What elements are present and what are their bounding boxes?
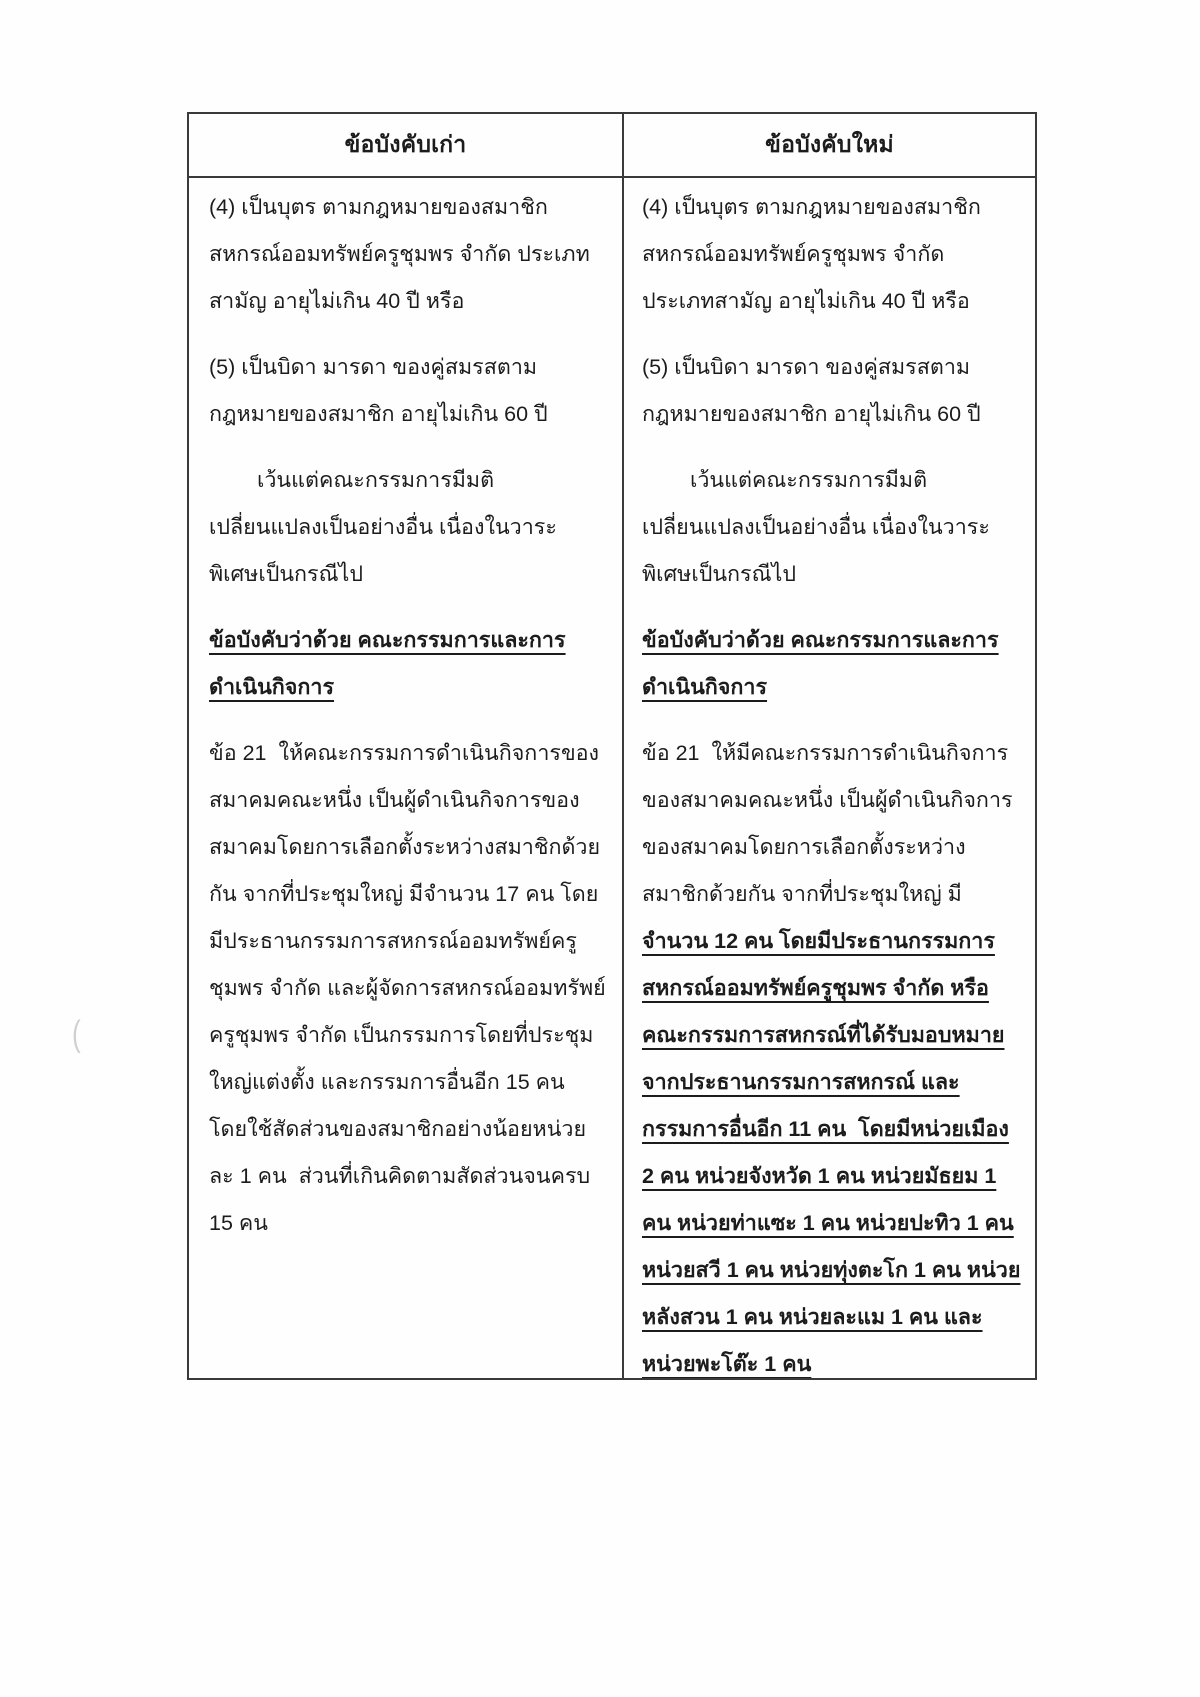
- table-header-row: [189, 114, 1035, 178]
- header-new-regulations: ข้อบังคับใหม่: [622, 114, 1035, 176]
- table-body-row: [189, 178, 1035, 1378]
- new-clause-4: (4) เป็นบุตร ตามกฎหมายของสมาชิก​สหกรณ์​ออมทรัพย์​ครูชุมพร จำกัด ประเภท​สามัญ อายุไม่เกิน 40 ปี หรือ: [642, 195, 981, 313]
- old-article-21: ข้อ 21 ให้คณะกรรมการ​ดำเนินกิจการ​ของ​สมาคม​คณะหนึ่ง เป็นผู้​ดำเนินกิจการ​ของ​สมาคม​โดยการ​เลือกตั้ง​ระหว่าง​สมาชิก​ด้วยกัน จากที่​ประชุมใหญ่ มีจำนวน 17 คน โดยมี​ประธานกรรมการ​สหกรณ์​ออมทรัพย์​ครูชุมพร จำกัด และ​ผู้จัดการ​สหกรณ์​ออมทรัพย์​ครูชุมพร จำกัด เป็นกรรมการ​โดยที่​ประชุมใหญ่​แต่งตั้ง และ​กรรมการ​อื่นอีก 15 คน โดยใช้​สัดส่วน​ของ​สมาชิก​อย่างน้อย​หน่วยละ 1 คน ส่วนที่เกิน​คิด​ตาม​สัดส่วน​จนครบ 15 คน: [209, 741, 606, 1235]
- old-clause-4: (4) เป็นบุตร ตามกฎหมายของสมาชิก​สหกรณ์​ออมทรัพย์​ครูชุมพร จำกัด ประเภท​สามัญ อายุไม่เกิน 40 ปี หรือ: [209, 195, 590, 313]
- new-clause-5: (5) เป็นบิดา มารดา ของคู่สมรส​ตามกฎหมาย​ของสมาชิก อายุไม่เกิน 60 ปี: [642, 355, 981, 426]
- new-exception-note: เว้นแต่​คณะกรรมการ​มีมติ​เปลี่ยนแปลง​เป็นอย่างอื่น เนื่องใน​วาระพิเศษ​เป็น​กรณีไป: [642, 468, 990, 586]
- old-regulations-cell: [189, 178, 622, 1378]
- old-section-heading: ข้อบังคับว่าด้วย คณะกรรมการ​และการ​ดำเนินกิจการ: [209, 628, 566, 699]
- new-article-21-amended-text: จำนวน 12 คน โดยมี​ประธานกรรมการ​สหกรณ์​ออมทรัพย์​ครูชุมพร จำกัด หรือ​คณะกรรมการ​สหกรณ์​ที่ได้รับ​มอบหมาย​จาก​ประธานกรรมการ​สหกรณ์ และ​กรรมการ​อื่นอีก 11 คน โดยมี​หน่วย​เมือง 2 คน หน่วย​จังหวัด 1 คน หน่วย​มัธยม 1 คน หน่วย​ท่าแซะ 1 คน หน่วย​ปะทิว 1 คน หน่วย​สวี 1 คน หน่วย​ทุ่งตะโก 1 คน หน่วย​หลังสวน 1 คน หน่วย​ละแม 1 คน และ​หน่วย​พะโต๊ะ 1 คน: [642, 929, 1021, 1376]
- old-exception-note: เว้นแต่​คณะกรรมการ​มีมติ​เปลี่ยนแปลง​เป็นอย่างอื่น เนื่องใน​วาระพิเศษ​เป็น​กรณีไป: [209, 468, 557, 586]
- new-regulations-cell: [622, 178, 1035, 1378]
- header-old-regulations: ข้อบังคับเก่า: [344, 131, 467, 157]
- new-section-heading: ข้อบังคับว่าด้วย คณะกรรมการ​และการ​ดำเนินกิจการ: [642, 628, 999, 699]
- regulations-comparison-table: [187, 112, 1037, 1380]
- new-article-21: [642, 730, 1021, 1378]
- old-clause-5: (5) เป็นบิดา มารดา ของคู่สมรส​ตามกฎหมาย​ของสมาชิก อายุไม่เกิน 60 ปี: [209, 355, 548, 426]
- new-article-21-unchanged-text: ข้อ 21 ให้มี​คณะกรรมการ​ดำเนินกิจการ​ของ​สมาคม​คณะหนึ่ง เป็นผู้​ดำเนินกิจการ​ของ​สมาคม​โดยการ​เลือกตั้ง​ระหว่าง​สมาชิก​ด้วยกัน จากที่​ประชุมใหญ่ มี: [642, 741, 1013, 906]
- scan-artifact-mark: (: [72, 1011, 81, 1054]
